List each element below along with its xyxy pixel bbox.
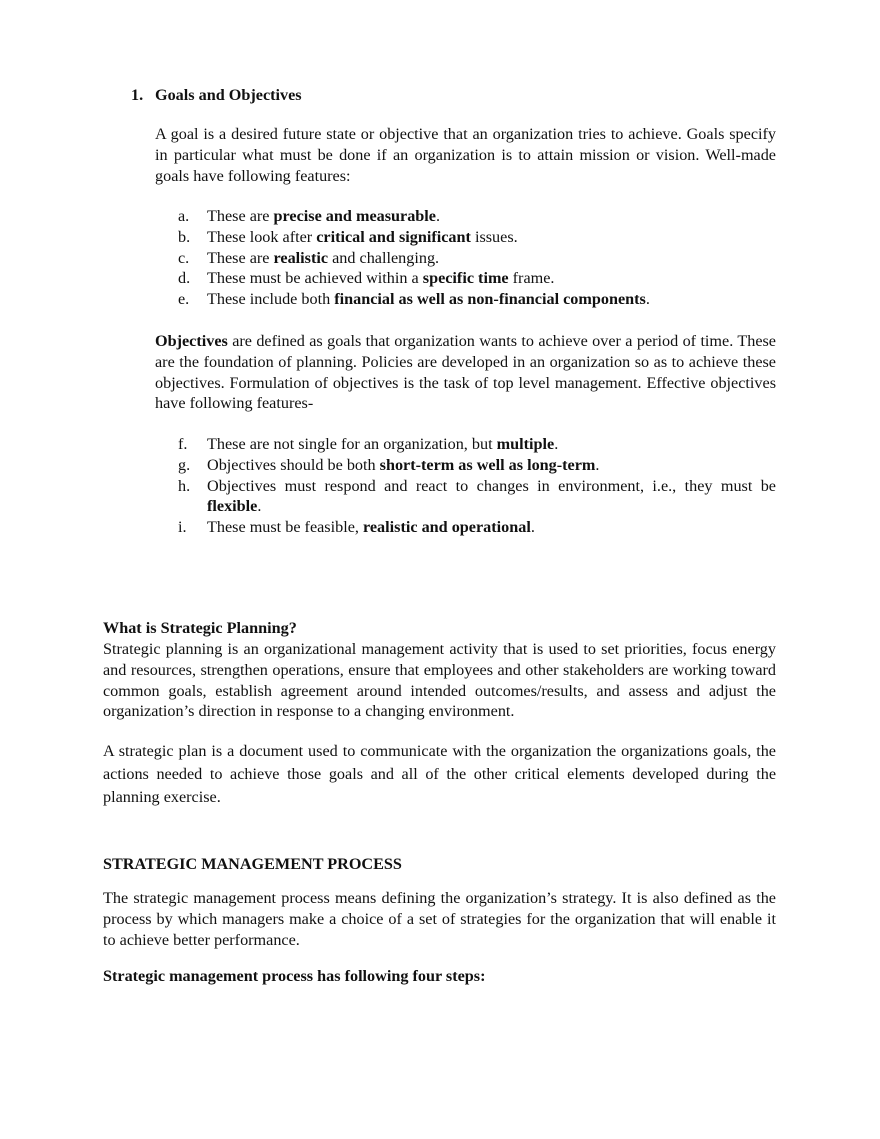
strategic-plan-paragraph: A strategic plan is a document used to communicate with the organization the organizations goals, the actions needed to achieve those goals and all of the other critical elements developed during the planning exercise.	[103, 742, 776, 806]
list-item: g. Objectives should be both short-term as well as long-term.	[178, 455, 600, 474]
process-steps-intro: Strategic management process has following four steps:	[103, 967, 486, 985]
process-heading: STRATEGIC MANAGEMENT PROCESS	[103, 855, 402, 873]
objective-features-list	[178, 434, 776, 538]
process-paragraph: The strategic management process means defining the organization’s strategy. It is also defined as the process by which managers make a choice of a set of strategies for the organization that will enable it to achieve better performance.	[103, 889, 776, 949]
goal-paragraph: A goal is a desired future state or objective that an organization tries to achieve. Goals specify in particular what must be done if an organization is to attain mission or vision. Well-made goals have following features:	[155, 125, 776, 185]
list-item: a. These are precise and measurable.	[178, 207, 441, 225]
section-heading-goals-objectives	[131, 85, 302, 106]
section-number: 1.	[131, 86, 144, 104]
goal-features-list	[178, 206, 776, 310]
list-item: c. These are realistic and challenging.	[178, 248, 440, 267]
objectives-lead-term: Objectives	[155, 332, 228, 350]
list-item: h. Objectives must respond and react to changes in environment, i.e., they must be flexible.	[178, 476, 776, 516]
strategic-planning-paragraph: Strategic planning is an organizational management activity that is used to set priorities, focus energy and resources, strengthen operations, ensure that employees and other stakeholders are working toward common goals, establish agreement around intended outcomes/results, and assess and adjust the organization’s direction in response to a changing environment.	[103, 640, 776, 721]
list-item: f. These are not single for an organization, but multiple.	[178, 435, 559, 453]
strategic-planning-heading: What is Strategic Planning?	[103, 619, 297, 637]
list-item: d. These must be achieved within a specific time frame.	[178, 269, 555, 288]
list-item: e. These include both financial as well as non-financial components.	[178, 290, 650, 309]
section-title: Goals and Objectives	[155, 86, 302, 104]
objectives-paragraph: Objectives are defined as goals that organization wants to achieve over a period of time. These are the foundation of planning. Policies are developed in an organization so as to achieve these objectives. Formulation of objectives is the task of top level management. Effective objectives have following features-	[155, 332, 776, 413]
list-item: b. These look after critical and significant issues.	[178, 227, 518, 246]
list-item: i. These must be feasible, realistic and operational.	[178, 518, 535, 537]
